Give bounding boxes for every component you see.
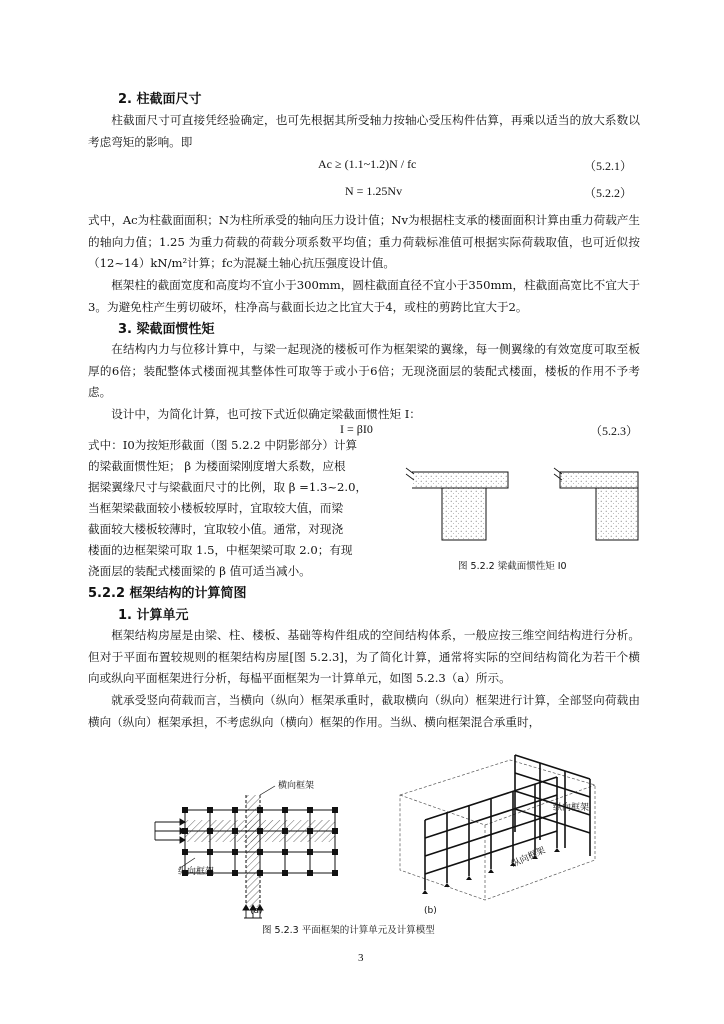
equation-5-2-2-number: （5.2.2）: [584, 186, 633, 200]
section-3-para-3-line: 当框架梁截面较小楼板较厚时，宜取较大值，而梁: [88, 501, 344, 515]
equation-5-2-1: [318, 157, 416, 172]
subsection-1-heading: 1. 计算单元: [118, 608, 189, 623]
section-5-2-2-para-1: 框架结构房屋是由梁、柱、楼板、基础等构件组成的空间结构体系，一般应按三维空间结构进行分析。但对于平面布置较规则的框架结构房屋[图 5.2.3]，为了简化计算，通常将实际的空间结构简化为若干个横向或纵向平面框架进行分析，每榀平面框架为一计算单元，如图 5.2.3（a）所示。: [88, 628, 640, 685]
label-longitudinal-frame-b2: 纵向框架: [510, 845, 548, 871]
section-3-para-3-line: 楼面的边框架梁可取 1.5，中框架梁可取 2.0；有现: [88, 543, 353, 557]
section-5-2-2-heading: 5.2.2 框架结构的计算简图: [88, 586, 247, 601]
section-2-para-3: 框架柱的截面宽度和高度均不宜小于300mm，圆柱截面直径不宜小于350mm，柱截面高宽比不宜大于3。为避免柱产生剪切破坏，柱净高与截面长边之比宜大于4，或柱的剪跨比宜大于2。: [88, 278, 640, 314]
section-3-para-3-line: 截面较大楼板较薄时，宜取较小值。通常，对现浇: [88, 522, 344, 536]
section-3-para-3-line: 据梁翼缘尺寸与梁截面尺寸的比例，取 β =1.3~2.0，: [88, 480, 368, 494]
section-2-heading: 2. 柱截面尺寸: [118, 92, 202, 107]
figure-5-2-2-caption: 图 5.2.2 梁截面惯性矩 I0: [458, 561, 567, 572]
equation-5-2-3: I = βI0: [340, 422, 373, 436]
page-number: 3: [358, 952, 364, 964]
figure-5-2-2: [400, 460, 645, 560]
label-longitudinal-frame-b: 纵向框架: [553, 803, 590, 813]
equation-5-2-1-number: （5.2.1）: [584, 159, 633, 173]
section-5-2-2-para-2: 就承受竖向荷载而言，当横向（纵向）框架承重时，截取横向（纵向）框架进行计算，全部竖向荷载由横向（纵向）框架承担，不考虑纵向（横向）框架的作用。当纵、横向框架混合承重时，: [88, 693, 640, 729]
edge-beam-section: [406, 468, 508, 540]
label-a: (a): [250, 906, 263, 916]
label-b: (b): [424, 906, 437, 916]
section-3-para-2: 设计中，为简化计算，也可按下式近似确定梁截面惯性矩 I：: [111, 407, 421, 421]
equation-5-2-1-text: Ac ≥ (1.1~1.2)N / fc: [318, 157, 417, 171]
section-3-para-3-line: 浇面层的装配式楼面梁的 β 值可适当减小。: [88, 564, 311, 578]
section-3-heading: 3. 梁截面惯性矩: [118, 322, 215, 337]
figure-5-2-3a-plan: [150, 780, 360, 920]
section-2-para-1: 柱截面尺寸可直接凭经验确定，也可先根据其所受轴力按轴心受压构件估算，再乘以适当的放大系数以考虑弯矩的影响。即: [88, 113, 640, 149]
section-3-para-3-line: 式中：I0为按矩形截面（图 5.2.2 中阴影部分）计算: [88, 438, 358, 452]
side-beam-section: [554, 468, 638, 540]
section-2-para-2: 式中，Ac为柱截面面积；N为柱所承受的轴向压力设计值；Nv为根据柱支承的楼面面积计算由重力荷载产生的轴向力值；1.25 为重力荷载的荷载分项系数平均值；重力荷载标准值可根据实际荷载取值，也可近似按（12~14）kN/m²计算；fc为混凝土轴心抗压强度设计值。: [88, 213, 640, 270]
equation-5-2-2: N = 1.25Nv: [345, 184, 403, 198]
section-3-para-3-line: 的梁截面惯性矩； β 为楼面梁刚度增大系数，应根: [88, 459, 346, 473]
label-transverse-frame: 横向框架: [278, 781, 315, 791]
section-3-para-1: 在结构内力与位移计算中，与梁一起现浇的楼板可作为框架梁的翼缘，每一侧翼缘的有效宽度可取至板厚的6倍；装配整体式楼面视其整体性可取等于或小于6倍；无现浇面层的装配式楼面，楼板的作用不予考虑。: [88, 342, 640, 399]
figure-5-2-3b-3d-frame: [395, 740, 605, 920]
figure-5-2-3-caption: 图 5.2.3 平面框架的计算单元及计算模型: [262, 925, 435, 936]
equation-5-2-3-number: （5.2.3）: [590, 424, 639, 438]
label-longitudinal-frame: 纵向框架: [178, 867, 215, 877]
